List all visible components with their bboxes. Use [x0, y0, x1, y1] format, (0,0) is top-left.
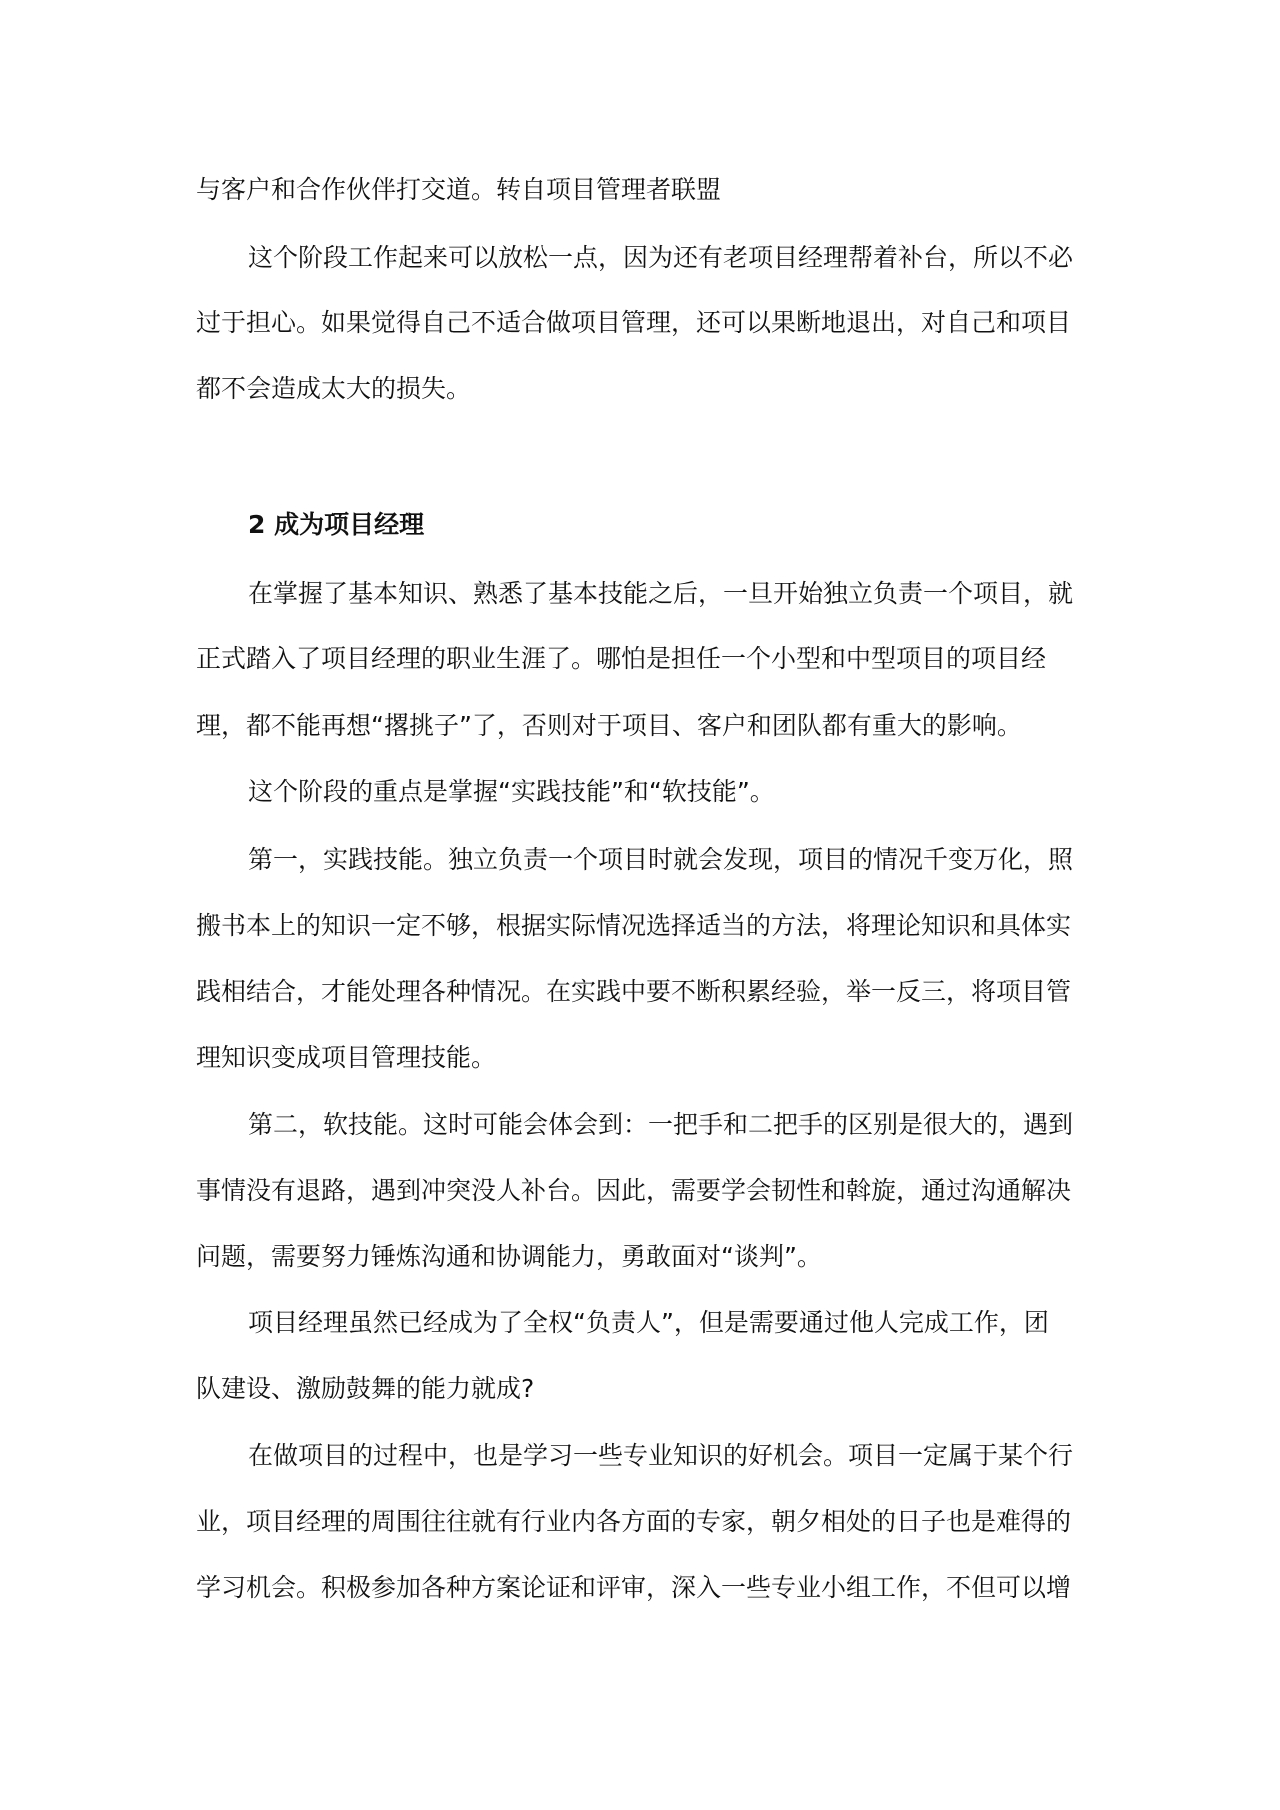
paragraph-line: 这个阶段的重点是掌握“实践技能”和“软技能”。	[248, 777, 775, 806]
paragraph-line: 第二，软技能。这时可能会体会到：一把手和二把手的区别是很大的，遇到	[248, 1110, 1074, 1139]
paragraph-line: 队建设、激励鼓舞的能力就成?	[196, 1374, 535, 1403]
paragraph-line: 第一，实践技能。独立负责一个项目时就会发现，项目的情况千变万化，照	[248, 845, 1074, 874]
paragraph-line: 正式踏入了项目经理的职业生涯了。哪怕是担任一个小型和中型项目的项目经	[196, 644, 1047, 673]
paragraph-line: 问题，需要努力锤炼沟通和协调能力，勇敢面对“谈判”。	[196, 1242, 822, 1271]
paragraph-line: 学习机会。积极参加各种方案论证和评审，深入一些专业小组工作，不但可以增	[196, 1573, 1072, 1602]
paragraph-line: 事情没有退路，遇到冲突没人补台。因此，需要学会韧性和斡旋，通过沟通解决	[196, 1176, 1072, 1205]
paragraph-line: 理知识变成项目管理技能。	[196, 1043, 497, 1072]
paragraph-line: 这个阶段工作起来可以放松一点，因为还有老项目经理帮着补台，所以不必	[248, 243, 1074, 272]
paragraph-line: 与客户和合作伙伴打交道。转自项目管理者联盟	[196, 175, 722, 204]
paragraph-line: 在掌握了基本知识、熟悉了基本技能之后，一旦开始独立负责一个项目，就	[248, 579, 1074, 608]
paragraph-line: 过于担心。如果觉得自己不适合做项目管理，还可以果断地退出，对自己和项目	[196, 308, 1072, 337]
paragraph-line: 搬书本上的知识一定不够，根据实际情况选择适当的方法，将理论知识和具体实	[196, 911, 1072, 940]
paragraph-line: 业，项目经理的周围往往就有行业内各方面的专家，朝夕相处的日子也是难得的	[196, 1507, 1072, 1536]
paragraph-line: 项目经理虽然已经成为了全权“负责人”，但是需要通过他人完成工作，团	[248, 1308, 1049, 1337]
section-heading: 2 成为项目经理	[248, 510, 425, 539]
paragraph-line: 理，都不能再想“撂挑子”了，否则对于项目、客户和团队都有重大的影响。	[196, 711, 1022, 740]
paragraph-line: 都不会造成太大的损失。	[196, 374, 472, 403]
paragraph-line: 在做项目的过程中，也是学习一些专业知识的好机会。项目一定属于某个行	[248, 1441, 1074, 1470]
paragraph-line: 践相结合，才能处理各种情况。在实践中要不断积累经验，举一反三，将项目管	[196, 977, 1072, 1006]
